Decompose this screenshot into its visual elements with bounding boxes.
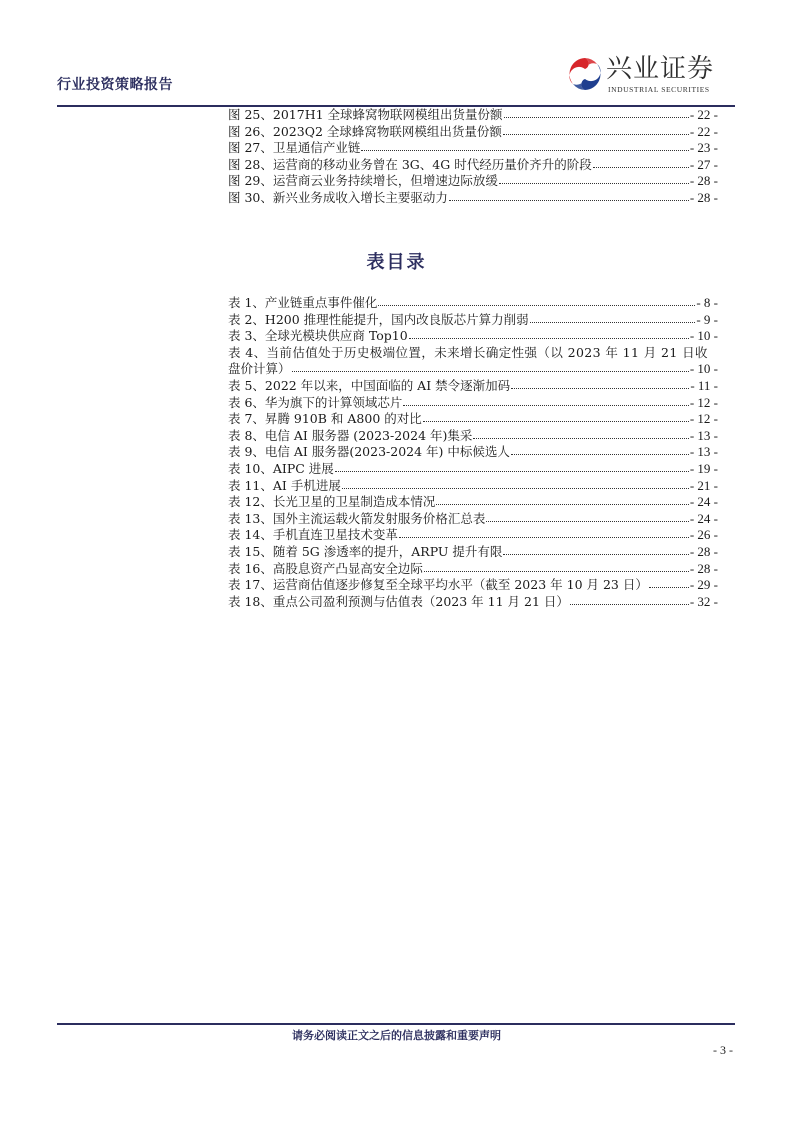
toc-entry-page: - 24 - <box>689 494 718 510</box>
page-number: - 3 - <box>713 1043 733 1057</box>
toc-entry[interactable] <box>228 190 718 207</box>
toc-entry-page: - 28 - <box>689 173 718 189</box>
toc-entry[interactable] <box>228 124 718 141</box>
toc-entry[interactable] <box>228 378 718 395</box>
toc-entry-page: - 11 - <box>690 377 718 393</box>
leader-dots <box>449 190 689 201</box>
toc-entry-label: 表 9、电信 AI 服务器(2023-2024 年) 中标候选人 <box>228 444 510 460</box>
toc-entry-page: - 32 - <box>689 593 718 609</box>
company-logo <box>568 55 738 99</box>
toc-entry-label: 表 17、运营商估值逐步修复至全球平均水平（截至 2023 年 10 月 23 日） <box>228 577 648 593</box>
toc-entry-page: - 28 - <box>689 560 718 576</box>
toc-entry-label: 表 6、华为旗下的计算领域芯片 <box>228 394 403 410</box>
leader-dots <box>503 544 688 555</box>
leader-dots <box>486 511 688 522</box>
toc-entry-page: - 12 - <box>689 411 718 427</box>
toc-entry-label: 表 13、国外主流运载火箭发射服务价格汇总表 <box>228 510 486 526</box>
report-type-label: 行业投资策略报告 <box>57 77 173 93</box>
toc-entry[interactable] <box>228 295 718 312</box>
toc-entry-label: 表 15、随着 5G 渗透率的提升，ARPU 提升有限 <box>228 543 503 559</box>
toc-entry-label: 表 7、昇腾 910B 和 A800 的对比 <box>228 411 422 427</box>
toc-entry-label: 图 30、新兴业务成收入增长主要驱动力 <box>228 189 448 205</box>
toc-entry[interactable] <box>228 461 718 478</box>
toc-entry[interactable] <box>228 577 718 594</box>
leader-dots <box>335 461 689 472</box>
leader-dots <box>292 361 689 372</box>
toc-entry-page: - 28 - <box>689 543 718 559</box>
toc-entry-label: 图 29、运营商云业务持续增长，但增速边际放缓 <box>228 173 498 189</box>
leader-dots <box>473 428 688 439</box>
toc-entry[interactable] <box>228 428 718 445</box>
toc-entry[interactable] <box>228 511 718 528</box>
leader-dots <box>530 312 696 323</box>
footer-divider <box>57 1023 735 1025</box>
toc-entry[interactable] <box>228 494 718 511</box>
toc-entry-label: 表 1、产业链重点事件催化 <box>228 295 378 310</box>
leader-dots <box>378 295 695 306</box>
toc-entry-page: - 10 - <box>689 328 718 344</box>
toc-entry-label: 表 8、电信 AI 服务器 (2023-2024 年)集采 <box>228 427 473 443</box>
leader-dots <box>503 124 689 135</box>
toc-entry-label: 表 10、AIPC 进展 <box>228 460 334 476</box>
toc-entry[interactable] <box>228 594 718 611</box>
toc-entry-label: 图 26、2023Q2 全球蜂窝物联网模组出货量份额 <box>228 123 502 139</box>
toc-entry[interactable] <box>228 173 718 190</box>
leader-dots <box>361 140 688 151</box>
swirl-logo-icon <box>568 57 602 91</box>
toc-entry-page: - 22 - <box>689 107 718 122</box>
toc-entry-label: 表 3、全球光模块供应商 Top10 <box>228 328 408 344</box>
toc-entry-label: 表 2、H200 推理性能提升，国内改良版芯片算力削弱 <box>228 311 529 327</box>
toc-entry-label-line1: 表 4、当前估值处于历史极端位置，未来增长确定性强（以 2023 年 11 月 21 日收 <box>228 344 708 360</box>
leader-dots <box>499 173 689 184</box>
leader-dots <box>593 157 689 168</box>
leader-dots <box>409 328 689 339</box>
leader-dots <box>649 577 689 588</box>
leader-dots <box>570 594 689 605</box>
leader-dots <box>511 444 689 455</box>
toc-entry-page: - 26 - <box>689 527 718 543</box>
logo-name-cn: 兴业证券 <box>606 54 715 84</box>
toc-entry-multiline[interactable] <box>228 345 718 378</box>
toc-entry-page: - 27 - <box>689 156 718 172</box>
table-toc-list <box>228 295 718 610</box>
leader-dots <box>424 561 689 572</box>
toc-entry-label: 图 28、运营商的移动业务曾在 3G、4G 时代经历量价齐升的阶段 <box>228 156 592 172</box>
leader-dots <box>342 478 689 489</box>
toc-entry-page: - 13 - <box>689 444 718 460</box>
toc-entry-page: - 28 - <box>689 189 718 205</box>
leader-dots <box>423 411 689 422</box>
toc-entry[interactable] <box>228 478 718 495</box>
toc-entry[interactable] <box>228 312 718 329</box>
toc-entry-label: 表 18、重点公司盈利预测与估值表（2023 年 11 月 21 日） <box>228 593 569 609</box>
leader-dots <box>511 378 689 389</box>
toc-entry[interactable] <box>228 107 718 124</box>
leader-dots <box>504 107 689 118</box>
toc-entry-page: - 13 - <box>689 427 718 443</box>
toc-entry-page: - 29 - <box>689 577 718 593</box>
leader-dots <box>436 494 688 505</box>
toc-entry-label: 表 11、AI 手机进展 <box>228 477 341 493</box>
logo-name-en: INDUSTRIAL SECURITIES <box>608 85 710 94</box>
table-toc-title: 表目录 <box>366 252 427 273</box>
toc-entry-page: - 19 - <box>689 460 718 476</box>
figure-toc-list <box>228 107 718 207</box>
disclaimer-note: 请务必阅读正文之后的信息披露和重要声明 <box>292 1029 501 1042</box>
toc-entry-page: - 23 - <box>689 140 718 156</box>
toc-entry-label: 图 27、卫星通信产业链 <box>228 140 361 156</box>
toc-entry[interactable] <box>228 561 718 578</box>
toc-entry[interactable] <box>228 444 718 461</box>
leader-dots <box>403 395 688 406</box>
toc-entry-page: - 21 - <box>689 477 718 493</box>
leader-dots <box>399 527 689 538</box>
toc-entry[interactable] <box>228 411 718 428</box>
toc-entry-page: - 22 - <box>689 123 718 139</box>
toc-entry[interactable] <box>228 395 718 412</box>
toc-entry[interactable] <box>228 544 718 561</box>
toc-entry-page: - 24 - <box>689 510 718 526</box>
toc-entry[interactable] <box>228 140 718 157</box>
toc-entry-label: 盘价计算） <box>228 361 291 377</box>
toc-entry-label: 表 14、手机直连卫星技术变革 <box>228 527 398 543</box>
toc-entry-label: 表 5、2022 年以来，中国面临的 AI 禁令逐渐加码 <box>228 377 511 393</box>
toc-entry[interactable] <box>228 157 718 174</box>
toc-entry[interactable] <box>228 527 718 544</box>
toc-entry-label: 图 25、2017H1 全球蜂窝物联网模组出货量份额 <box>228 107 503 122</box>
toc-entry[interactable] <box>228 328 718 345</box>
toc-entry-label: 表 12、长光卫星的卫星制造成本情况 <box>228 494 436 510</box>
toc-entry-page: - 9 - <box>696 311 718 327</box>
toc-entry-page: - 12 - <box>689 394 718 410</box>
toc-entry-label: 表 16、高股息资产凸显高安全边际 <box>228 560 423 576</box>
toc-entry-page: - 10 - <box>689 361 718 377</box>
toc-entry-page: - 8 - <box>696 295 718 310</box>
